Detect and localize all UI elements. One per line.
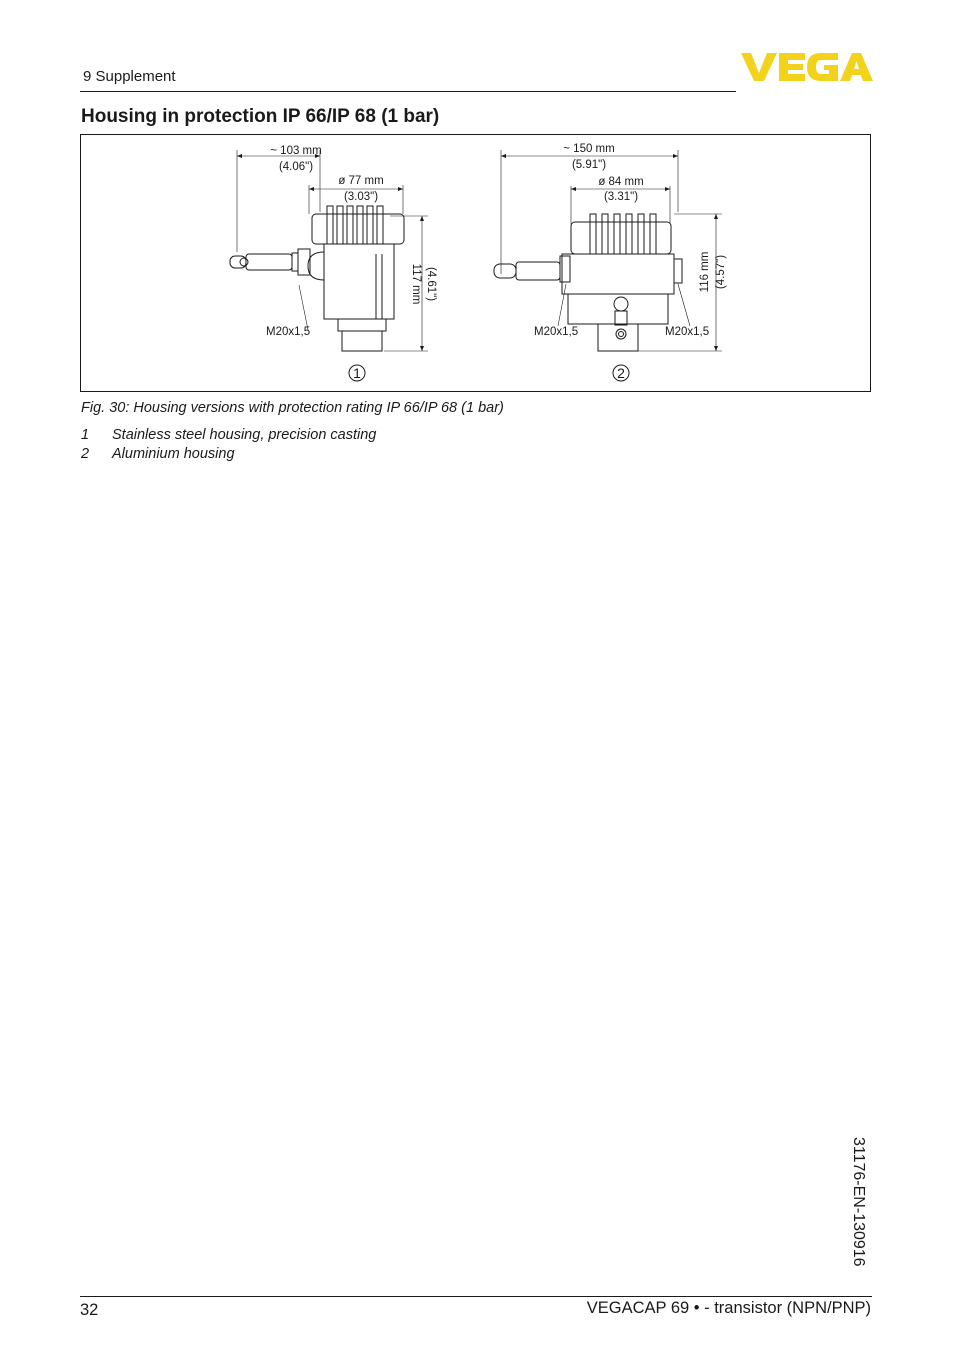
h2-height-in: (4.57") xyxy=(715,254,727,290)
section-label: 9 Supplement xyxy=(83,68,176,85)
h1-thread: M20x1,5 xyxy=(266,326,311,338)
h2-height-mm: 116 mm xyxy=(699,251,711,293)
h2-diameter-mm: ø 84 mm xyxy=(598,176,644,188)
page-number: 32 xyxy=(80,1301,99,1319)
h2-width-in: (5.91") xyxy=(571,159,607,171)
h1-height-mm: 117 mm xyxy=(410,263,422,305)
legend-text: Stainless steel housing, precision casting xyxy=(112,427,377,443)
housing-1-drawing xyxy=(230,150,428,381)
footer-divider xyxy=(80,1296,872,1297)
h1-width-in: (4.06") xyxy=(278,161,314,173)
h2-diameter-in: (3.31") xyxy=(603,191,639,203)
h1-width-mm: ~ 103 mm xyxy=(270,145,322,157)
header-divider xyxy=(80,91,736,92)
h2-thread-left: M20x1,5 xyxy=(534,326,579,338)
callout-2: 2 xyxy=(617,365,625,381)
h1-height-in: (4.61") xyxy=(425,266,437,302)
h2-thread-right: M20x1,5 xyxy=(665,326,710,338)
housing-drawing xyxy=(80,134,871,392)
vega-logo xyxy=(741,51,873,83)
h2-width-mm: ~ 150 mm xyxy=(563,143,615,155)
legend-number: 1 xyxy=(81,427,90,443)
document-id: 31176-EN-130916 xyxy=(850,1137,867,1267)
page-title: Housing in protection IP 66/IP 68 (1 bar) xyxy=(81,106,440,127)
legend-number: 2 xyxy=(81,446,90,462)
h1-diameter-mm: ø 77 mm xyxy=(338,175,384,187)
product-name: VEGACAP 69 • - transistor (NPN/PNP) xyxy=(586,1299,871,1317)
h1-diameter-in: (3.03") xyxy=(343,191,379,203)
legend-text: Aluminium housing xyxy=(112,446,235,462)
figure-caption: Fig. 30: Housing versions with protection rating IP 66/IP 68 (1 bar) xyxy=(81,400,504,416)
callout-1: 1 xyxy=(353,365,361,381)
